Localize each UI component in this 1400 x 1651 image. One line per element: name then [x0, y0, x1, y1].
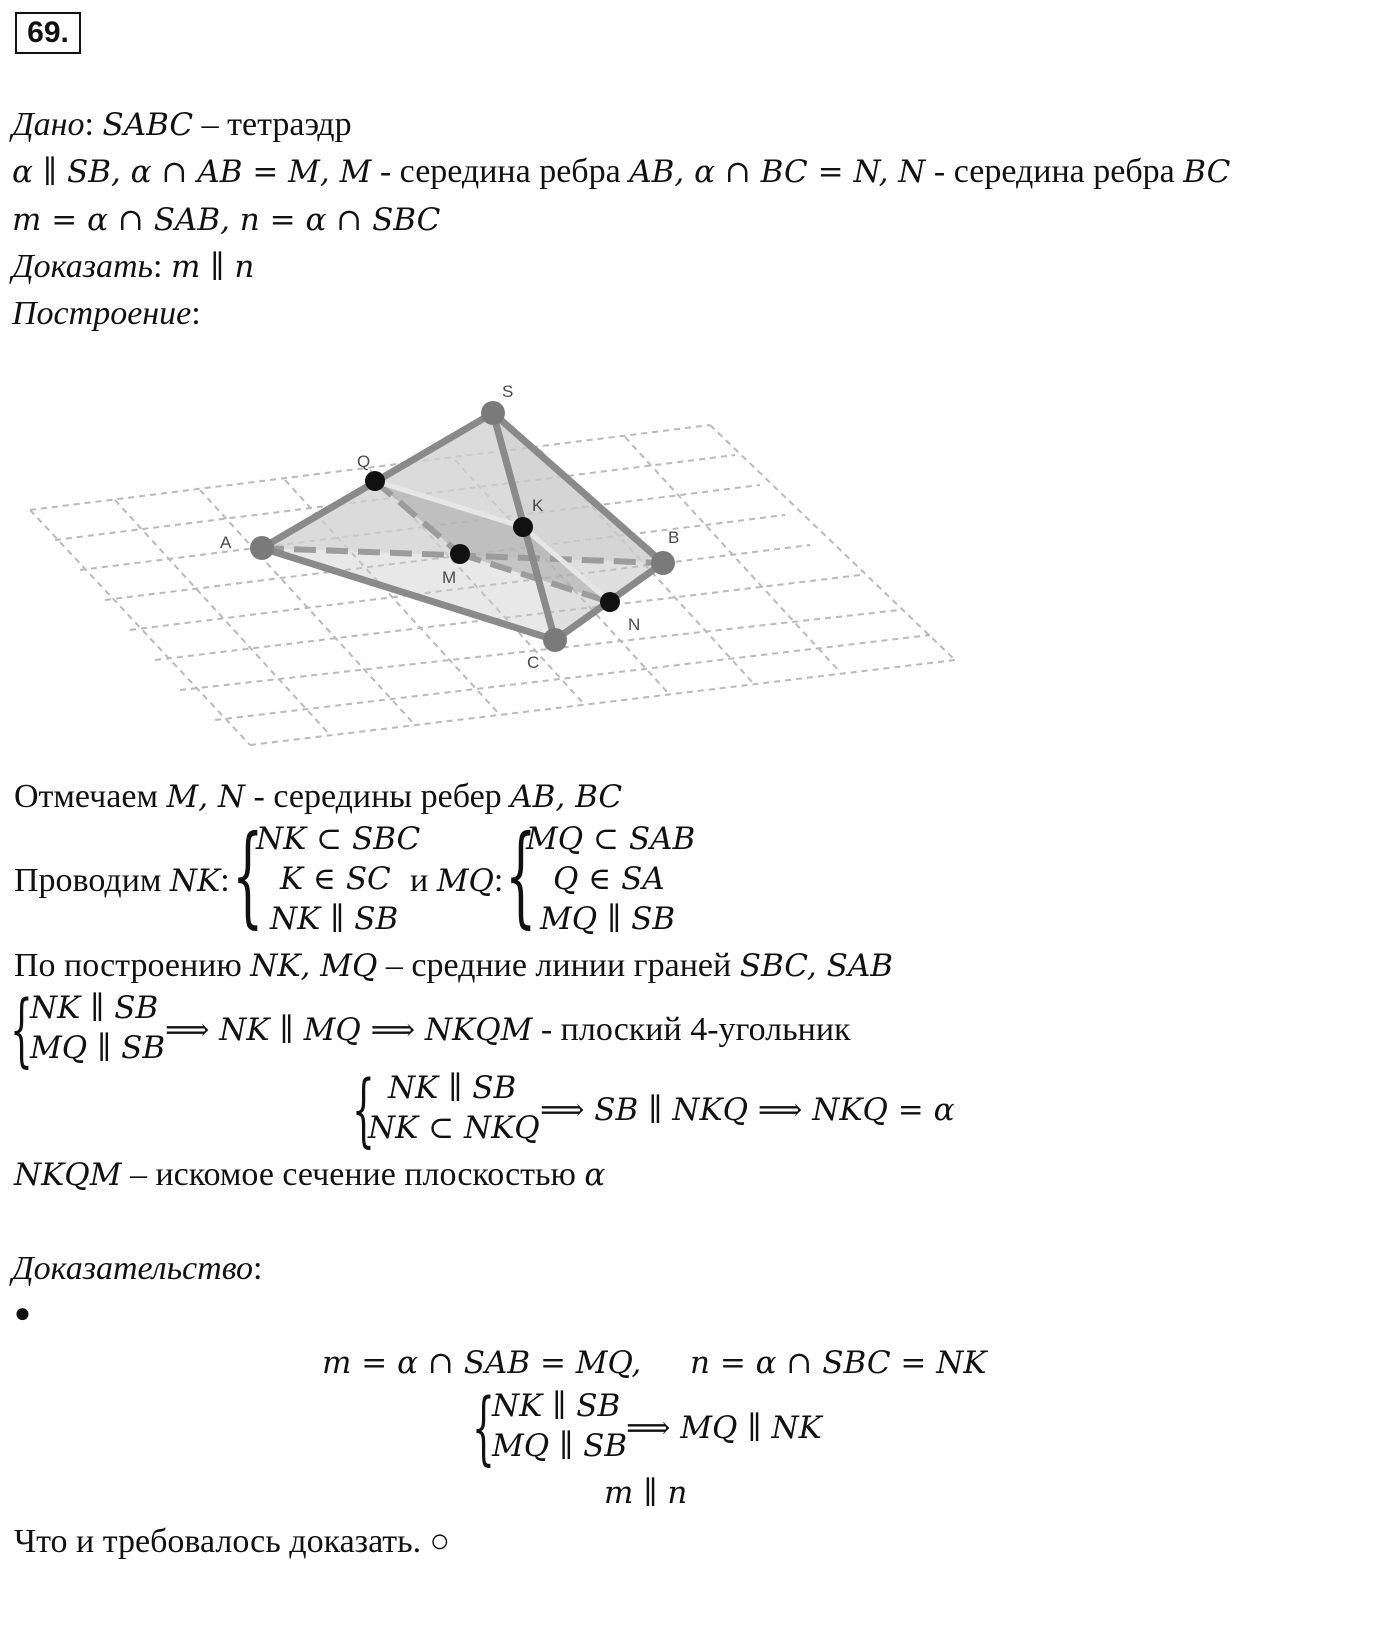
- given-math-3: BC: [1183, 154, 1231, 190]
- proof-label: Доказательство: [12, 1250, 254, 1287]
- proof-end: Что и требовалось доказать. ○: [14, 1523, 451, 1560]
- given-line-1: Дано: SABC – тетраэдр: [12, 106, 352, 143]
- system-3-line-1: NK ∥ SB: [30, 990, 159, 1026]
- brace-system-2: {: [505, 811, 537, 939]
- by-text-2: – средние линии граней: [377, 947, 740, 984]
- given-text-1: - середина ребра: [371, 153, 630, 190]
- system-2-line-2: Q ∈ SA: [553, 861, 665, 897]
- construction-line: Построение:: [12, 295, 201, 332]
- by-text: По построению: [14, 947, 251, 984]
- prove-label: Доказать: [12, 248, 153, 285]
- label-k: K: [532, 496, 544, 515]
- prove-line: Доказать: m ∥ n: [12, 248, 255, 285]
- point-b-dot: [651, 551, 675, 575]
- given-tetrahedron-text: – тетраэдр: [193, 106, 352, 143]
- system-5-line-1: NK ∥ SB: [492, 1388, 621, 1424]
- system-2-line-3: MQ ∥ SB: [540, 901, 676, 937]
- point-n-dot: [600, 592, 620, 612]
- section-text: – искомое сечение плоскостью: [121, 1156, 585, 1193]
- step-draw-label: Проводим NK:: [14, 862, 230, 899]
- label-m: M: [442, 568, 457, 587]
- given-tetrahedron-math: SABC: [102, 107, 194, 143]
- prove-math: m ∥ n: [170, 249, 255, 285]
- given-line-2: [12, 155, 1230, 189]
- given-label: Дано: [12, 106, 85, 143]
- point-k-dot: [513, 517, 533, 537]
- draw-math-2: MQ: [436, 863, 494, 899]
- step-mark: [14, 780, 622, 814]
- draw-text: Проводим: [14, 862, 170, 899]
- proof-equation-1: m = α ∩ SAB = MQ,: [322, 1345, 642, 1381]
- step-by-construction: [14, 949, 893, 983]
- given-math-1: α ∥ SB, α ∩ AB = M, M: [12, 154, 372, 190]
- and-text: и: [410, 862, 437, 899]
- system-3-line-2: MQ ∥ SB: [30, 1030, 166, 1066]
- system-1-line-2: K ∈ SC: [280, 861, 391, 897]
- step-section: [14, 1158, 605, 1192]
- mark-text: Отмечаем: [14, 778, 167, 815]
- label-c: C: [527, 653, 540, 672]
- by-math: NK, MQ: [250, 948, 378, 984]
- system-1-line-1: NK ⊂ SBC: [256, 821, 421, 857]
- construction-label: Построение: [12, 295, 192, 332]
- point-a-dot: [250, 536, 274, 560]
- problem-number: 69.: [15, 12, 81, 54]
- brace-system-5: {: [472, 1381, 495, 1474]
- draw-math: NK: [169, 863, 221, 899]
- system-4-line-1: NK ∥ SB: [388, 1070, 517, 1106]
- proof-line: Доказательство:: [12, 1250, 263, 1287]
- given-text-2: - середина ребра: [925, 153, 1184, 190]
- given-math-4: m = α ∩ SAB, n = α ∩ SBC: [12, 202, 441, 238]
- given-math-2: AB, α ∩ BC = N, N: [629, 154, 926, 190]
- label-s: S: [502, 382, 514, 401]
- label-q: Q: [357, 452, 371, 471]
- system-5-result: ⟹ MQ ∥ NK: [626, 1410, 822, 1446]
- system-4-result: ⟹ SB ∥ NKQ ⟹ NKQ = α: [540, 1092, 955, 1128]
- system-3-result: [165, 1013, 851, 1047]
- point-s-dot: [481, 401, 505, 425]
- label-a: A: [220, 533, 232, 552]
- mark-text-2: - середины ребер: [245, 778, 511, 815]
- label-b: B: [668, 528, 680, 547]
- section-alpha: α: [584, 1157, 606, 1193]
- section-math: NKQM: [14, 1157, 122, 1193]
- point-m-dot: [450, 544, 470, 564]
- label-n: N: [628, 615, 641, 634]
- system-2-line-1: MQ ⊂ SAB: [526, 821, 696, 857]
- point-q-dot: [365, 471, 385, 491]
- system-5-line-2: MQ ∥ SB: [492, 1428, 628, 1464]
- given-line-3: [12, 203, 440, 237]
- brace-system-1: {: [232, 811, 264, 939]
- brace-system-3: {: [10, 983, 33, 1076]
- proof-conclusion: m ∥ n: [604, 1475, 688, 1511]
- system-3-result-text: - плоский 4-угольник: [532, 1011, 851, 1048]
- system-1-line-3: NK ∥ SB: [270, 901, 399, 937]
- by-math-2: SBC, SAB: [739, 948, 894, 984]
- brace-system-4: {: [352, 1063, 375, 1156]
- system-3-result-math: ⟹ NK ∥ MQ ⟹ NKQM: [165, 1012, 533, 1048]
- point-c-dot: [543, 628, 567, 652]
- system-4-line-2: NK ⊂ NKQ: [368, 1110, 540, 1146]
- step-draw-and: и MQ:: [410, 862, 504, 899]
- tetrahedron-figure: [0, 360, 1000, 760]
- proof-equation-2: n = α ∩ SBC = NK: [690, 1345, 987, 1381]
- mark-math-2: AB, BC: [510, 779, 623, 815]
- mark-math-1: M, N: [166, 779, 246, 815]
- proof-bullet: ●: [14, 1298, 31, 1329]
